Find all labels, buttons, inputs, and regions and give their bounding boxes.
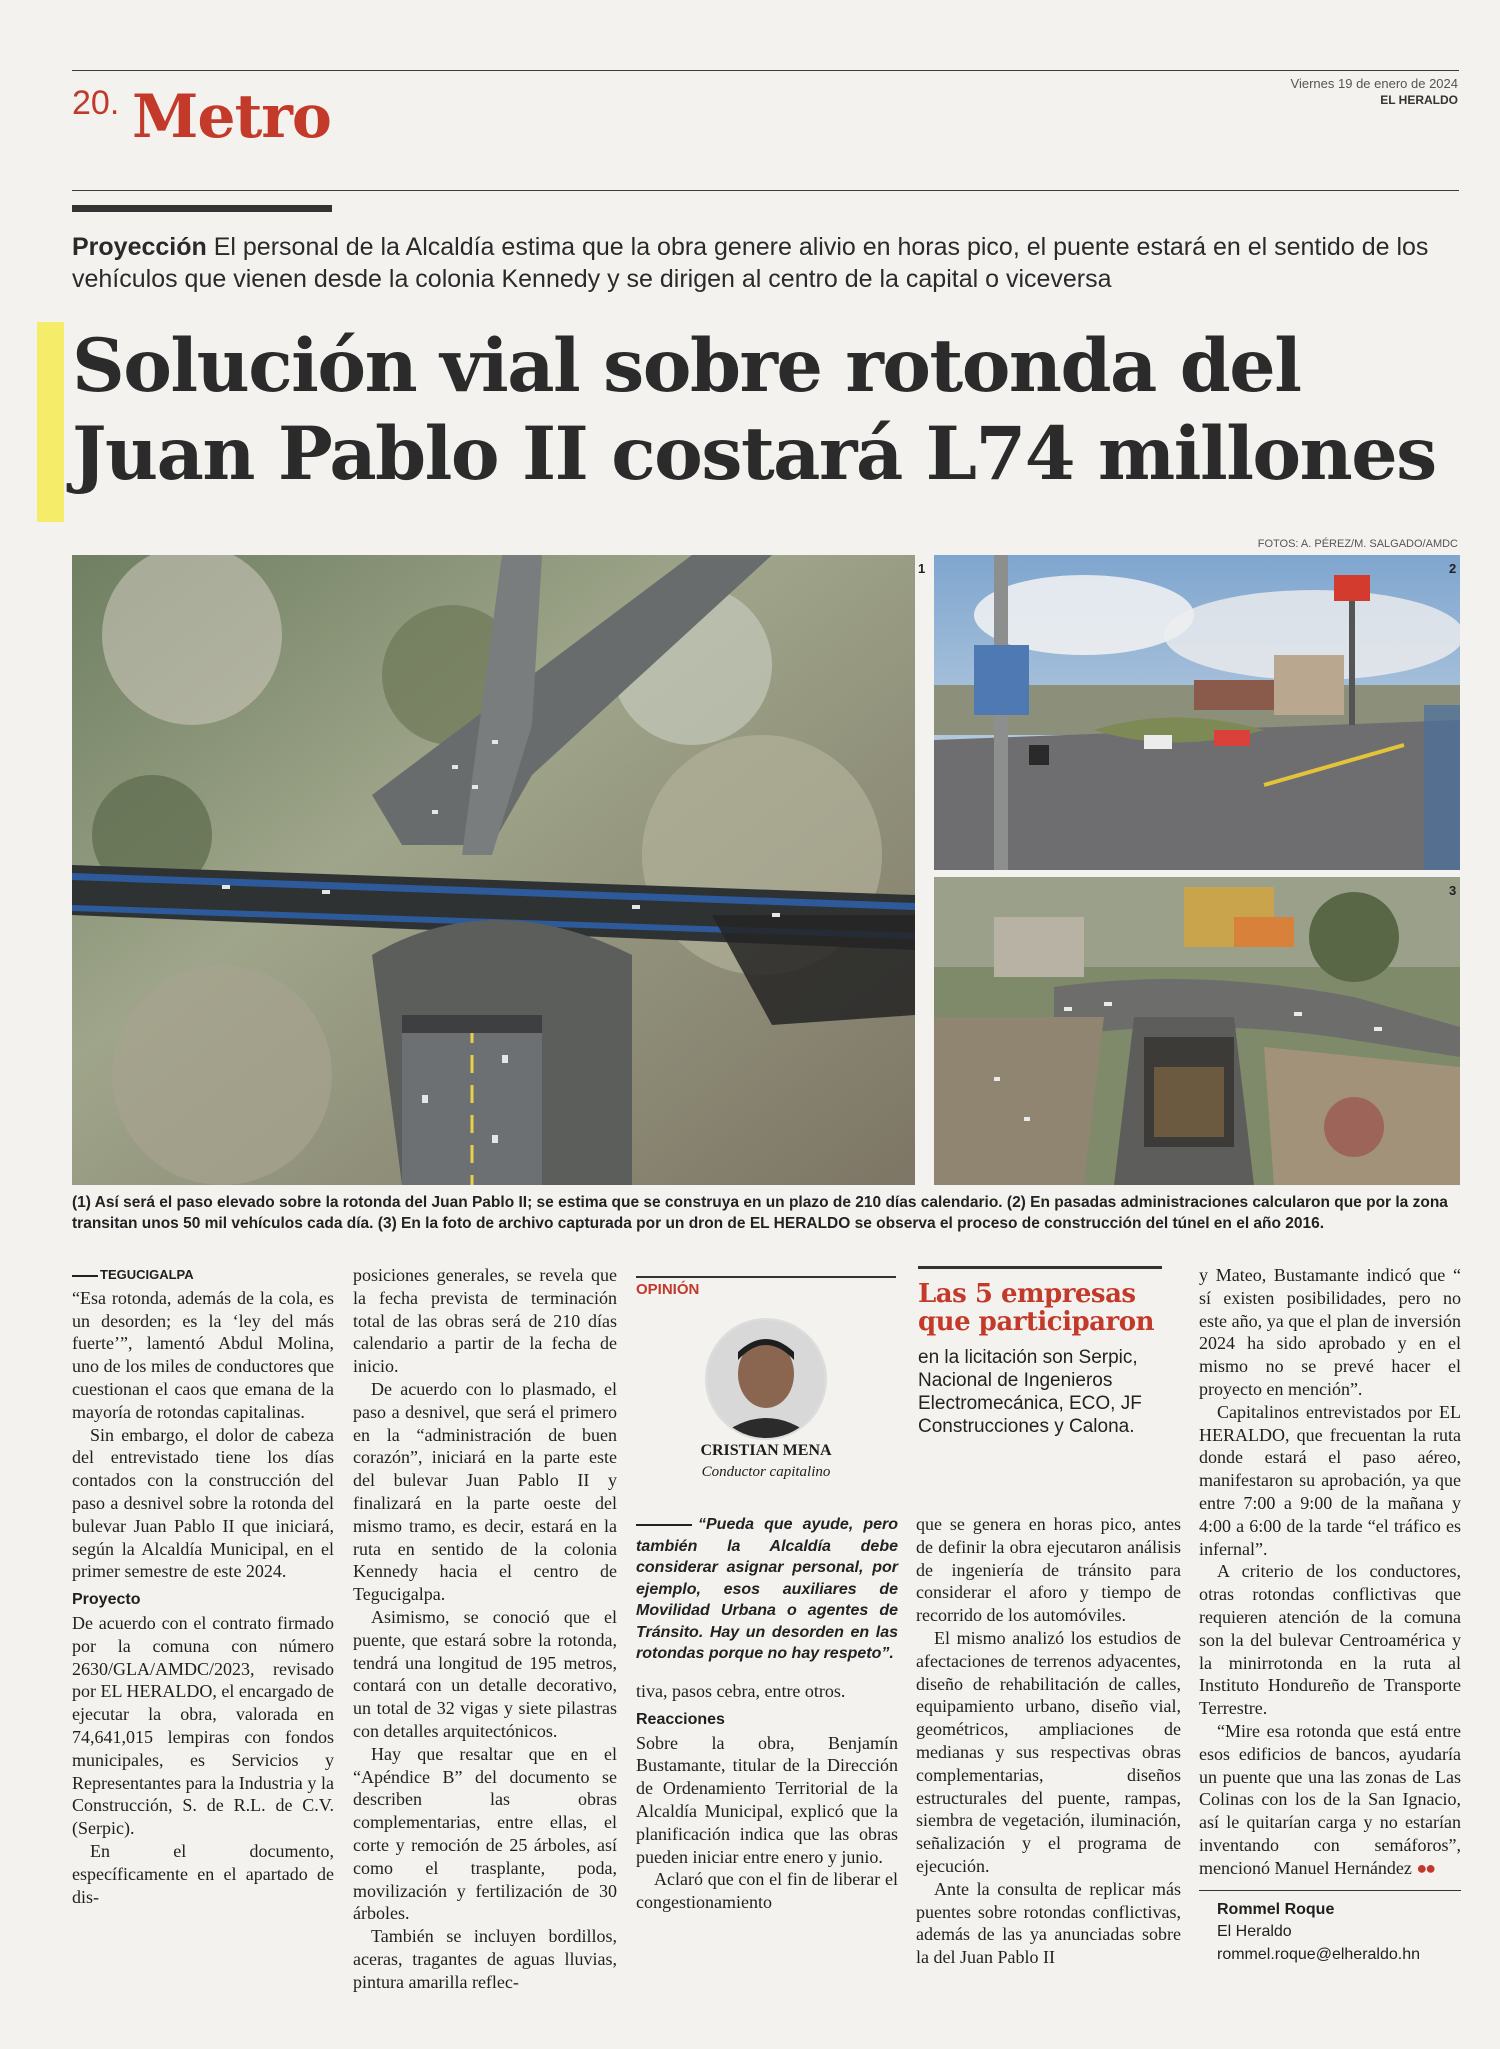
opinion-rule	[636, 1276, 896, 1278]
photo-aerial-tunnel	[934, 877, 1460, 1185]
subheading-proyecto: Proyecto	[72, 1591, 141, 1609]
article-column-3	[636, 1680, 898, 1914]
avatar	[705, 1318, 827, 1440]
paragraph: El mismo analizó los estudios de afectaciones de terrenos adyacentes, diseño de rehabilitación de calles, equipamiento urbano, diseño vial, geométricos, ampliaciones de medianas y sus respectivas obras complementarias, diseños estructurales del puente, rampas, siembra de vegetación, iluminación, señalización y el programa de ejecución.	[916, 1627, 1181, 1876]
section-title: Metro	[132, 82, 331, 152]
kicker-text: El personal de la Alcaldía estima que la obra genere alivio en horas pico, el puente estará en el sentido de los vehículos que vienen desde la colonia Kennedy y se dirigen al centro de la capital o viceversa	[72, 233, 1429, 293]
paragraph	[1199, 1720, 1461, 1880]
highlighter-mark	[37, 322, 64, 522]
paragraph: y Mateo, Bustamante indicó que “ sí existen posibilidades, pero no este año, ya que el plan de inversión 2024 ha sido aprobado y en el mismo no se prevé hacer el proyecto en mención”.	[1199, 1265, 1461, 1399]
street-photo-graphic	[934, 555, 1460, 870]
paragraph: De acuerdo con el contrato firmado por la comuna con número 2630/GLA/AMDC/2023, revisado por EL HERALDO, el encargado de ejecutar la obra, valorada en 74,641,015 lempiras con fondos municipales, es Servicios y Representantes para la Industria y la Construcción, S. de R.L. de C.V. (Serpic).	[72, 1612, 334, 1839]
sidebar-rule	[918, 1266, 1162, 1269]
paragraph: que se genera en horas pico, antes de definir la obra ejecutaron análisis de ingeniería de tránsito para considerar el aforo y tiempo de recorrido de los automóviles.	[916, 1514, 1181, 1626]
opinion-label: OPINIÓN	[636, 1281, 700, 1298]
subheading-reacciones: Reacciones	[636, 1710, 725, 1728]
paragraph: En el documento, específicamente en el apartado de dis-	[72, 1840, 334, 1907]
paragraph: A criterio de los conductores, otras rotondas conflictivas que requieren atención de la comuna son la del bulevar Centroamérica y la minirrotonda en la ruta al Instituto Hondureño de Transporte Terrestre.	[1199, 1561, 1461, 1719]
photo-caption: (1) Así será el paso elevado sobre la rotonda del Juan Pablo II; se estima que se construya en un plazo de 210 días calendario. (2) En pasadas administraciones calcularon que por la zona transitan unos 50 mil vehículos cada día. (3) En la foto de archivo capturada por un dron de EL HERALDO se observa el proceso de construcción del túnel en el año 2016.	[72, 1194, 1448, 1232]
photo-number-2: 2	[1449, 561, 1457, 576]
newspaper-name: EL HERALDO	[1380, 93, 1458, 107]
photo-bridge-rendering	[72, 555, 915, 1185]
paragraph: Aclaró que con el fin de liberar el congestionamiento	[636, 1869, 898, 1913]
aerial-photo-graphic	[934, 877, 1460, 1185]
closing-paragraph: “Mire esa rotonda que está entre esos edificios de bancos, ayudaría un puente que una las zonas de Las Colinas con los de la San Ignacio, así le quitarían carga y no estarían inventando con semáforos”, mencionó Manuel Hernández	[1199, 1720, 1461, 1878]
paragraph: Hay que resaltar que en el “Apéndice B” del documento se describen las obras complementarias, entre ellas, el corte y remoción de 25 árboles, así como el trasplante, poda, movilización y fertilización de 30 árboles.	[353, 1743, 617, 1924]
headline-line-2: Juan Pablo II costará L74 millones	[72, 411, 1436, 497]
opinion-quote: “Pueda que ayude, pero también la Alcaldía debe considerar asignar personal, por ejemplo, esos auxiliares de Movilidad Urbana o agentes de Tránsito. Hay un desorden en las rotondas porque no hay respeto”.	[636, 1514, 898, 1665]
headline-line-1: Solución vial sobre rotonda del	[72, 323, 1301, 409]
paragraph: También se incluyen bordillos, aceras, tragantes de aguas lluvias, pintura amarilla reflec-	[353, 1926, 617, 1992]
paragraph: Sin embargo, el dolor de cabeza del entrevistado tiene los días contados con la construcción del paso a desnivel sobre la rotonda del bulevar Juan Pablo II que iniciará, según la Alcaldía Municipal, en el primer semestre de este 2024.	[72, 1424, 334, 1582]
issue-date: Viernes 19 de enero de 2024	[1290, 76, 1458, 91]
opinion-name: CRISTIAN MENA	[700, 1442, 832, 1459]
author-org: El Heraldo	[1217, 1923, 1292, 1941]
kicker-label: Proyección	[72, 233, 207, 261]
opinion-role: Conductor capitalino	[701, 1464, 831, 1480]
photo-number-1: 1	[918, 561, 926, 576]
article-column-2	[353, 1264, 617, 1994]
dateline: TEGUCIGALPA	[72, 1264, 334, 1287]
paragraph: posiciones generales, se revela que la fecha prevista de terminación total de las obras será de 210 días calendario a partir de la fecha de inicio.	[353, 1265, 617, 1377]
person-portrait-icon	[707, 1320, 825, 1438]
photo-street-traffic	[934, 555, 1460, 870]
photo-credits: FOTOS: A. PÉREZ/M. SALGADO/AMDC	[1257, 538, 1458, 550]
paragraph: Asimismo, se conoció que el puente, que estará sobre la rotonda, tendrá una longitud de 195 metros, contará con un detalle decorativo, un total de 32 vigas y siete pilastras con detalles arquitectónicos.	[353, 1606, 617, 1741]
end-mark: ●●	[1416, 1857, 1435, 1878]
article-column-5	[1199, 1264, 1461, 1967]
paragraph: tiva, pasos cebra, entre otros.	[636, 1681, 846, 1701]
page-number: 20.	[72, 84, 120, 122]
article-kicker	[72, 231, 1442, 295]
bridge-rendering-graphic	[72, 555, 915, 1185]
photo-number-3: 3	[1449, 883, 1457, 898]
paragraph: De acuerdo con lo plasmado, el paso a desnivel, que será el primero en la “administración de buen corazón”, iniciará en la parte este del bulevar Juan Pablo II y finalizará en la parte oeste del mismo tramo, es decir, estará en la ruta en sentido de la colonia Kennedy hacia el centro de Tegucigalpa.	[353, 1378, 617, 1605]
author-name: Rommel Roque	[1217, 1900, 1335, 1918]
byline-rule	[1199, 1890, 1461, 1891]
author-email[interactable]: rommel.roque@elheraldo.hn	[1217, 1946, 1421, 1964]
paragraph: Capitalinos entrevistados por EL HERALDO, que frecuentan la ruta donde estará el paso aéreo, manifestaron su aprobación, ya que entre 7:00 a 9:00 de la mañana y 4:00 a 6:00 de la tarde “el tráfico es infernal”.	[1199, 1401, 1461, 1559]
article-column-1	[72, 1264, 334, 1908]
sidebar-body: en la licitación son Serpic, Nacional de Ingenieros Electromecánica, ECO, JF Construcciones y Calona.	[918, 1347, 1142, 1437]
sidebar-title: Las 5 empresas que participaron	[918, 1279, 1154, 1337]
headline	[72, 322, 1462, 498]
article-column-4	[916, 1513, 1181, 1969]
paragraph: Sobre la obra, Benjamín Bustamante, titular de la Dirección de Ordenamiento Territorial de la Alcaldía Municipal, explicó que la planificación indica que las obras pueden iniciar entre enero y junio.	[636, 1732, 898, 1867]
paragraph: “Esa rotonda, además de la cola, es un desorden; es la ‘ley del más fuerte’”, lamentó Abdul Molina, uno de los miles de conductores que cuestionan el caos que emana de la mayoría de rotondas capitalinas.	[72, 1287, 334, 1422]
paragraph: Ante la consulta de replicar más puentes sobre rotondas conflictivas, además de las ya anunciadas sobre la del Juan Pablo II	[916, 1878, 1181, 1968]
